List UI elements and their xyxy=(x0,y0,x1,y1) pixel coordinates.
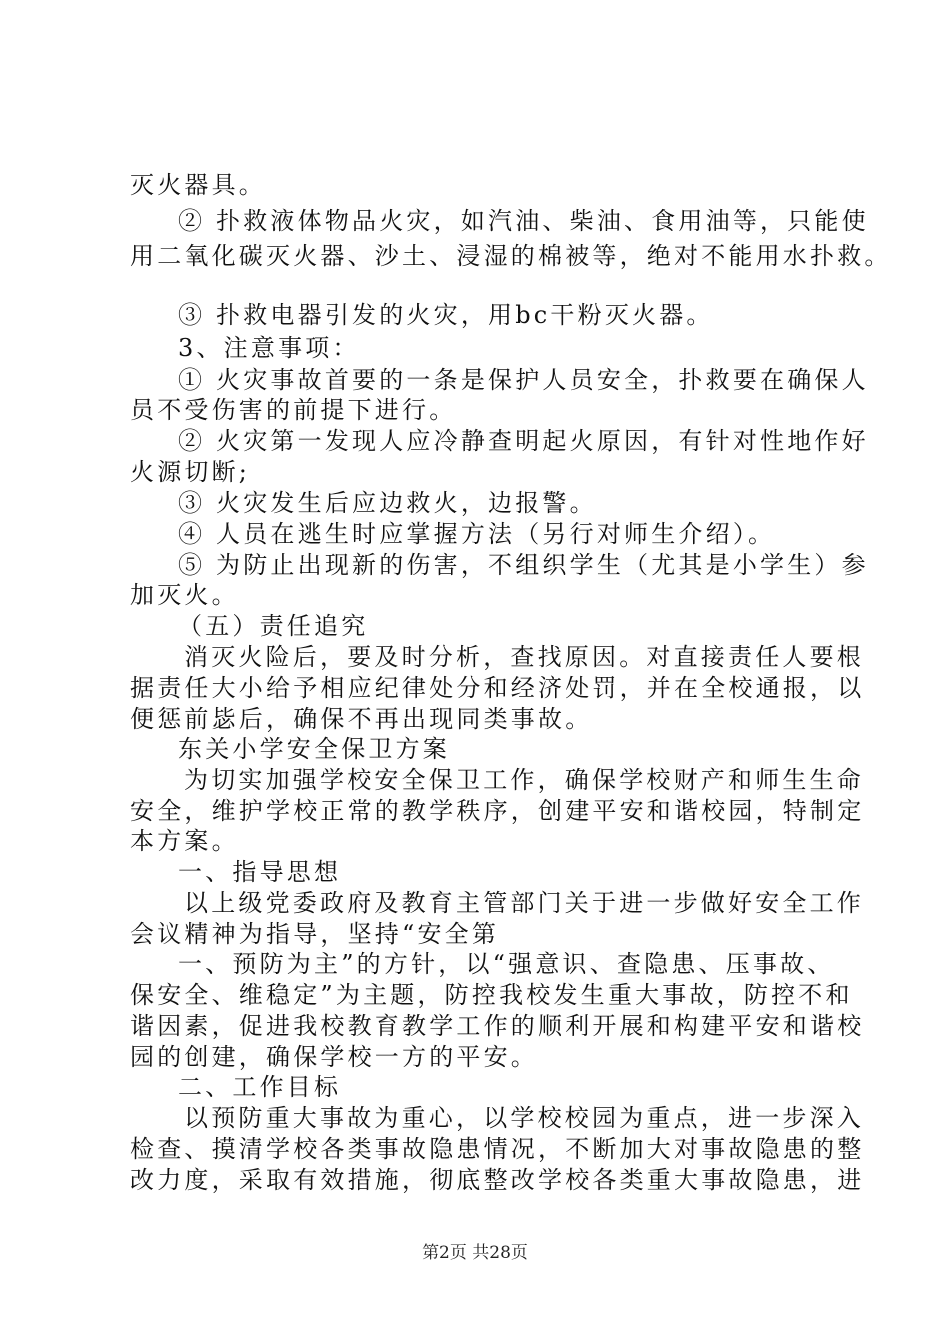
text-line: 据责任大小给予相应纪律处分和经济处罚，并在全校通报，以 xyxy=(130,674,865,702)
text-line: 加灭火。 xyxy=(130,581,239,609)
text-line: 消灭火险后，要及时分析，查找原因。对直接责任人要根 xyxy=(184,643,864,671)
document-title: 东关小学安全保卫方案 xyxy=(178,735,450,763)
text-line: ③ 火灾发生后应边救火，边报警。 xyxy=(178,489,597,517)
text-line: 会议精神为指导，坚持“安全第 xyxy=(130,920,500,948)
section-heading: （五）责任追究 xyxy=(178,612,369,640)
text-line: 安全，维护学校正常的教学秩序，创建平安和谐校园，特制定 xyxy=(130,797,865,825)
text-line: 以上级党委政府及教育主管部门关于进一步做好安全工作 xyxy=(184,889,864,917)
text-line: 以预防重大事故为重心，以学校校园为重点，进一步深入 xyxy=(184,1104,864,1132)
text-line: 改力度，采取有效措施，彻底整改学校各类重大事故隐患，进 xyxy=(130,1166,865,1194)
text-line: 为切实加强学校安全保卫工作，确保学校财产和师生生命 xyxy=(184,766,864,794)
page-number-footer: 第2页 共28页 xyxy=(422,1243,528,1263)
text-line: 灭火器具。 xyxy=(130,171,266,199)
text-line: 保安全、维稳定”为主题，防控我校发生重大事故，防控不和 xyxy=(130,981,853,1009)
text-line: 员不受伤害的前提下进行。 xyxy=(130,396,457,424)
text-line: ① 火灾事故首要的一条是保护人员安全，扑救要在确保人 xyxy=(178,366,869,394)
text-line: 检查、摸清学校各类事故隐患情况，不断加大对事故隐患的整 xyxy=(130,1135,865,1163)
text-line: ③ 扑救电器引发的火灾，用bc干粉灭火器。 xyxy=(178,301,714,329)
text-line: 本方案。 xyxy=(130,827,239,855)
text-line: ④ 人员在逃生时应掌握方法（另行对师生介绍）。 xyxy=(178,520,776,548)
text-line: 园的创建，确保学校一方的平安。 xyxy=(130,1043,538,1071)
section-heading: 一、指导思想 xyxy=(178,858,342,886)
text-line: 便惩前毖后，确保不再出现同类事故。 xyxy=(130,705,593,733)
text-line: 一、预防为主”的方针，以“强意识、查隐患、压事故、 xyxy=(178,950,835,978)
text-line: ② 火灾第一发现人应冷静查明起火原因，有针对性地作好 xyxy=(178,427,869,455)
text-line: 3、注意事项： xyxy=(178,334,360,362)
section-heading: 二、工作目标 xyxy=(178,1073,342,1101)
text-line: ⑤ 为防止出现新的伤害，不组织学生（尤其是小学生）参 xyxy=(178,551,869,579)
text-line: 火源切断; xyxy=(130,458,251,486)
text-line: 谐因素，促进我校教育教学工作的顺利开展和构建平安和谐校 xyxy=(130,1012,865,1040)
text-line: ② 扑救液体物品火灾，如汽油、柴油、食用油等，只能使 xyxy=(178,207,869,235)
text-line: 用二氧化碳灭火器、沙土、浸湿的棉被等，绝对不能用水扑救。 xyxy=(130,242,892,270)
